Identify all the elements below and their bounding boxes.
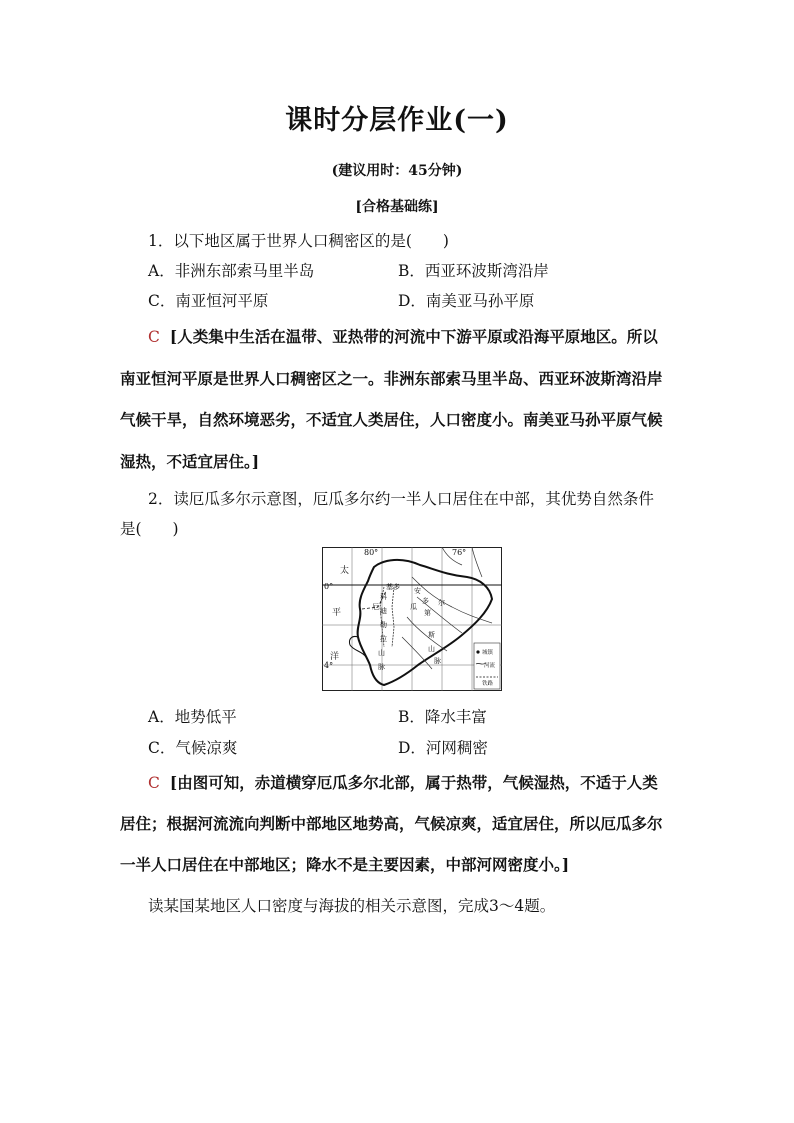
q1-explain-line-4: 湿热，不适宜居住。] — [120, 452, 260, 471]
time-note: (建议用时：45分钟) — [331, 163, 463, 179]
svg-text:太: 太 — [340, 566, 350, 576]
q1-answer-letter: C — [148, 328, 160, 346]
svg-text:厄: 厄 — [372, 603, 379, 611]
svg-text:瓜: 瓜 — [410, 603, 417, 611]
svg-text:山: 山 — [428, 645, 435, 653]
svg-text:城镇: 城镇 — [482, 650, 494, 656]
q1-option-c: C．南亚恒河平原 — [148, 292, 269, 310]
svg-text:第: 第 — [424, 609, 431, 617]
svg-text:4°: 4° — [324, 661, 334, 670]
svg-text:多: 多 — [422, 597, 429, 605]
q2-option-c: C．气候凉爽 — [148, 739, 238, 757]
q1-explain-line-3: 气候干旱，自然环境恶劣，不适宜人类居住，人口密度小。南美亚马孙平原气候 — [120, 410, 663, 429]
q2-stem-line-1: 2．读厄瓜多尔示意图，厄瓜多尔约一半人口居住在中部，其优势自然条件 — [148, 490, 654, 508]
q2-option-b: B．降水丰富 — [398, 708, 487, 726]
q1-explain-line-2: 南亚恒河平原是世界人口稠密区之一。非洲东部索马里半岛、西亚环波斯湾沿岸 — [120, 369, 663, 388]
svg-text:科: 科 — [380, 593, 387, 601]
svg-text:洋: 洋 — [330, 652, 340, 662]
q2-explain-line-1: C [由图可知，赤道横穿厄瓜多尔北部，属于热带，气候湿热，不适于人类 — [148, 773, 658, 792]
svg-text:河流: 河流 — [484, 663, 496, 669]
svg-text:0°: 0° — [324, 582, 334, 591]
svg-text:铁路: 铁路 — [482, 681, 494, 687]
svg-text:脉: 脉 — [434, 657, 441, 665]
q2-explain-line-2: 居住；根据河流流向判断中部地区地势高，气候凉爽，适宜居住，所以厄瓜多尔 — [120, 814, 663, 833]
svg-text:80°: 80° — [364, 548, 379, 557]
svg-text:平: 平 — [332, 608, 342, 618]
ecuador-map — [322, 547, 502, 691]
q1-option-a: A．非洲东部索马里半岛 — [148, 262, 315, 280]
q2-answer-letter: C — [148, 774, 160, 792]
q1-stem: 1．以下地区属于世界人口稠密区的是( ) — [148, 232, 449, 250]
q1-option-d: D．南美亚马孙平原 — [398, 292, 535, 310]
section-label: [合格基础练] — [355, 199, 439, 215]
q1-explain-line-1: C [人类集中生活在温带、亚热带的河流中下游平原或沿海平原地区。所以 — [148, 327, 658, 346]
svg-text:脉: 脉 — [378, 663, 385, 671]
q2-option-d: D．河网稠密 — [398, 739, 488, 757]
q2-stem-line-2: 是( ) — [120, 520, 179, 538]
svg-text:拉: 拉 — [380, 635, 387, 643]
svg-text:山: 山 — [378, 649, 385, 657]
svg-text:斯: 斯 — [428, 631, 435, 639]
svg-text:基多: 基多 — [386, 583, 400, 591]
page-title: 课时分层作业(一) — [285, 105, 509, 136]
svg-text:勒: 勒 — [380, 621, 387, 629]
q2-explain-line-3: 一半人口居住在中部地区；降水不是主要因素，中部河网密度小。] — [120, 855, 570, 874]
q1-option-b: B．西亚环波斯湾沿岸 — [398, 262, 549, 280]
q2-option-a: A．地势低平 — [148, 708, 237, 726]
svg-text:迪: 迪 — [380, 607, 387, 615]
svg-text:76°: 76° — [452, 548, 467, 557]
q3-4-intro: 读某国某地区人口密度与海拔的相关示意图，完成3～4题。 — [148, 897, 556, 915]
svg-text:尔: 尔 — [438, 599, 445, 607]
svg-text:安: 安 — [414, 587, 421, 595]
